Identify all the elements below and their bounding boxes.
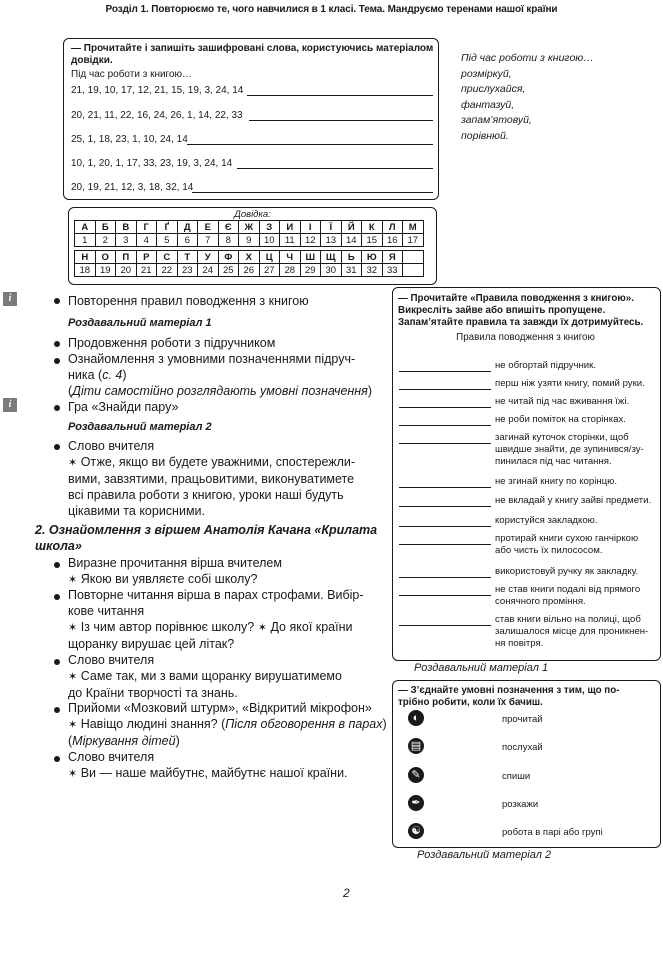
item-find-pair-game: Гра «Знайди пару» [68,400,179,414]
rule-text [495,495,655,507]
cipher-task-intro: Під час роботи з книгою… [71,69,193,80]
star-icon: ✶ [257,622,267,634]
hint-word: прислухайся, [461,83,526,95]
rule-text-line: користуйся закладкою. [495,515,598,526]
rule-text [495,584,655,608]
legend-cell: Ж [239,221,260,234]
rule-text-line: пинилася під час читання. [495,456,612,467]
legend-cell: З [259,221,280,234]
rule-text-line: загинай куточок сторінки, щоб [495,432,629,443]
rule-text-line: не став книги подалі від прямого [495,584,641,595]
legend-cell-empty [403,251,424,264]
hint-word: фантазуй, [461,98,515,111]
item-teacher-word-2: Слово вчителя ✶ Саме так, ми з вами щоранку вирушатимемо до Країни творчості та знань. [68,653,342,700]
legend-cell: Д [177,221,198,234]
legend-cell: 2 [95,234,116,247]
legend-cell: Ґ [157,221,178,234]
legend-cell: Е [198,221,219,234]
legend-cell: 29 [300,264,321,277]
symbol-label: робота в парі або групі [502,827,603,838]
legend-cell: 27 [259,264,280,277]
legend-cell: Ї [321,221,342,234]
legend-cell: 9 [239,234,260,247]
legend-cell: 5 [157,234,178,247]
legend-cell: С [157,251,178,264]
legend-cell: 15 [362,234,383,247]
legend-cell: 18 [75,264,96,277]
bullet [54,659,60,665]
legend-cell: 28 [280,264,301,277]
legend-cell: 7 [198,234,219,247]
legend-cell-empty [403,264,424,277]
legend-cell: 25 [218,264,239,277]
rule-blank-line[interactable] [399,506,491,507]
legend-cell: 31 [341,264,362,277]
rule-text-line: не читай під час вживання їжі. [495,396,630,407]
cipher-row-3: 25, 1, 18, 23, 1, 10, 24, 14 [71,134,188,146]
legend-cell: Л [382,221,403,234]
info-badge: i [3,292,17,306]
teacher-quote-1: ✶ Отже, якщо ви будете уважними, спостережли- вими, завзятими, працьовитими, виконуватимете всі правила роботи з книгою, уроки наші будуть цікавими та корисними. [68,455,356,518]
book-icon[interactable]: ▤ [408,738,424,754]
item-pair-reading: Повторне читання вірша в парах строфами. Вибір- кове читання ✶ Із чим автор порівнює школу? ✶ До якої країни щоранку вирушає цей літак? [68,588,364,651]
bullet [54,405,60,411]
cipher-row-4: 10, 1, 20, 1, 17, 33, 23, 19, 3, 24, 14 [71,158,232,170]
star-icon: ✶ [68,719,78,731]
rule-text-line: або чисть їх пилососом. [495,545,603,556]
legend-cell: І [300,221,321,234]
legend-cell: 1 [75,234,96,247]
item-rules-repetition: Повторення правил поводження з книгою [68,294,309,308]
hint-word: розміркуй, [461,67,512,80]
handout-label-1: Роздавальний матеріал 1 [68,317,212,329]
rule-text [495,476,655,488]
rule-text-line: швидше знайти, де зупинився/зу- [495,444,644,455]
rule-blank-line[interactable] [399,544,491,545]
handout-2-caption: Роздавальний матеріал 2 [417,849,552,861]
star-icon: ✶ [68,768,78,780]
legend-cell: О [95,251,116,264]
legend-title: Довідка: [234,209,271,220]
legend-cell: Г [136,221,157,234]
speech-icon[interactable]: ✒ [408,795,424,811]
legend-cell: Т [177,251,198,264]
legend-cell: 14 [341,234,362,247]
symbol-label: спиши [502,771,531,782]
rule-text-line: використовуй ручку як закладку. [495,566,639,577]
legend-cell: Є [218,221,239,234]
legend-cell: Б [95,221,116,234]
cipher-row-2: 20, 21, 11, 22, 16, 24, 26, 1, 14, 22, 33 [71,110,243,122]
legend-cell: 24 [198,264,219,277]
rule-blank-line[interactable] [399,577,491,578]
hint-block [461,51,641,144]
handout-label-2: Роздавальний матеріал 2 [68,421,212,433]
rule-text-line: сонячного проміння. [495,596,586,607]
rule-text-line: не згинай книгу по корінцю. [495,476,617,487]
rule-blank-line[interactable] [399,407,491,408]
legend-cell: 33 [382,264,403,277]
rule-text [495,614,655,650]
legend-cell: Ю [362,251,383,264]
symbol-label: розкажи [502,799,539,810]
cipher-row-5: 20, 19, 21, 12, 3, 18, 32, 14 [71,182,193,194]
rule-text [495,432,655,468]
legend-cell: В [116,221,137,234]
star-icon: ✶ [68,457,78,469]
rule-text-line: ня повітря. [495,638,544,649]
legend-cell: 13 [321,234,342,247]
item-brainstorm: Прийоми «Мозковий штурм», «Відкритий мікрофон» ✶ Навіщо людині знання? (Після обговорення в парах) (Міркування дітей) [68,701,387,748]
rule-blank-line[interactable] [399,526,491,527]
legend-cell: 21 [136,264,157,277]
legend-cell: Р [136,251,157,264]
legend-cell: Щ [321,251,342,264]
legend-cell: Ь [341,251,362,264]
legend-cell: 12 [300,234,321,247]
symbol-label: прочитай [502,714,543,725]
legend-cell: 32 [362,264,383,277]
bullet [54,707,60,713]
item-symbols-intro: Ознайомлення з умовними позначеннями підруч- ника (с. 4) (Діти самостійно розглядають умовні позначення) [68,352,372,398]
rule-blank-line[interactable] [399,425,491,426]
legend-cell: Х [239,251,260,264]
handout-1-caption: Роздавальний матеріал 1 [414,662,549,674]
rule-text [495,396,655,408]
bullet [54,444,60,450]
rule-text [495,515,655,527]
rule-text-line: залишалося місце для проникнен- [495,626,649,637]
rule-text-line: не вкладай у книгу зайві предмети. [495,495,652,506]
item-teacher-word: Слово вчителя [68,439,155,453]
rules-box-subtitle: Правила поводження з книгою [456,332,595,343]
legend-cell: 17 [403,234,424,247]
rule-text-line: перш ніж узяти книгу, помий руки. [495,378,645,389]
legend-cell: 23 [177,264,198,277]
hint-title: Під час роботи з книгою… [461,52,594,64]
bullet [54,562,60,568]
rule-text [495,414,655,426]
cipher-row-1: 21, 19, 10, 17, 12, 21, 15, 19, 3, 24, 14 [71,85,243,97]
legend-cell: А [75,221,96,234]
item-expressive-reading: Виразне прочитання вірша вчителем ✶ Якою ви уявляєте собі школу? [68,556,282,586]
legend-cell: Ф [218,251,239,264]
rule-blank-line[interactable] [399,487,491,488]
legend-cell: 11 [280,234,301,247]
main-column [0,0,400,800]
rule-text-line: не обгортай підручник. [495,360,596,371]
legend-cell: У [198,251,219,264]
bullet [54,756,60,762]
rule-text [495,378,655,390]
page-header: Розділ 1. Повторюємо те, чого навчилися в 1 класі. Тема. Мандруємо теренами нашої країни [105,4,558,15]
legend-cell: 6 [177,234,198,247]
legend-cell: 30 [321,264,342,277]
rule-text [495,566,655,578]
legend-cell: Я [382,251,403,264]
rule-blank-line[interactable] [399,371,491,372]
legend-cell: 19 [95,264,116,277]
section-2-heading: 2. Ознайомлення з віршем Анатолія Качана «Крилата школа» [35,523,378,553]
legend-cell: 16 [382,234,403,247]
hint-word: порівнюй. [461,129,509,142]
legend-cell: Ч [280,251,301,264]
star-icon: ✶ [68,671,78,683]
legend-cell: П [116,251,137,264]
rule-blank-line[interactable] [399,443,491,444]
rule-blank-line[interactable] [399,625,491,626]
legend-cell: Н [75,251,96,264]
legend-cell: 26 [239,264,260,277]
ear-icon[interactable]: ◐ [408,710,424,726]
pair-work-icon[interactable]: ☯ [408,823,424,839]
hint-word: запам’ятовуй, [461,114,532,126]
page-number: 2 [343,886,350,900]
star-icon: ✶ [68,574,78,586]
legend-cell: 4 [136,234,157,247]
legend-cell: Й [341,221,362,234]
rules-box-title: — Прочитайте «Правила поводження з книгою». Викресліть зайве або впишіть пропущене. Запам’ятайте правила та завжди їх дотримуйтесь. [398,293,644,328]
rule-text-line: не роби поміток на сторінках. [495,414,626,425]
cipher-task-title: — Прочитайте і запишіть зашифровані слова, користуючись матеріалом довідки. [71,43,434,66]
legend-cell: М [403,221,424,234]
pencil-icon[interactable]: ✎ [408,767,424,783]
symbols-box-title: — З’єднайте умовні позначення з тим, що по- трібно робити, коли їх бачиш. [398,685,620,708]
symbol-label: послухай [502,742,543,753]
bullet [54,358,60,364]
legend-cell: К [362,221,383,234]
legend-cell: 22 [157,264,178,277]
rule-text-line: протирай книги сухою ганчіркою [495,533,639,544]
legend-cell: 8 [218,234,239,247]
legend-cell: 3 [116,234,137,247]
rule-text [495,533,655,557]
item-teacher-word-3: Слово вчителя ✶ Ви — наше майбутнє, майбутнє нашої країни. [68,750,348,780]
info-badge: i [3,398,17,412]
bullet [54,594,60,600]
legend-cell: Ш [300,251,321,264]
rule-text [495,360,655,372]
rule-blank-line[interactable] [399,389,491,390]
rule-blank-line[interactable] [399,595,491,596]
legend-cell: 20 [116,264,137,277]
legend-cell: И [280,221,301,234]
rule-text-line: став книги вільно на полиці, щоб [495,614,641,625]
bullet [54,298,60,304]
bullet [54,341,60,347]
legend-cell: Ц [259,251,280,264]
star-icon: ✶ [68,622,78,634]
legend-cell: 10 [259,234,280,247]
item-textbook-work: Продовження роботи з підручником [68,336,276,350]
